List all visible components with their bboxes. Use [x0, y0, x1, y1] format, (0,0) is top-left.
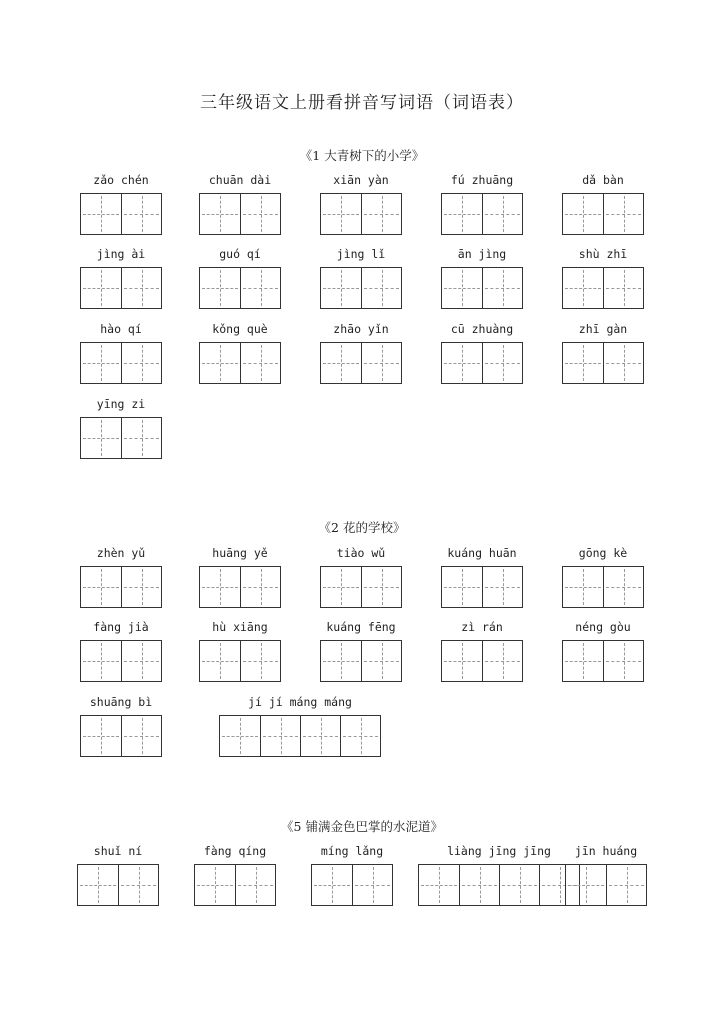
tianzige-cell[interactable]	[563, 268, 603, 308]
tianzige-cell[interactable]	[240, 343, 280, 383]
writing-grid	[562, 342, 644, 384]
tianzige-cell[interactable]	[482, 641, 522, 681]
pinyin-label: shù zhī	[578, 247, 628, 261]
tianzige-cell[interactable]	[260, 716, 300, 756]
tianzige-cell[interactable]	[240, 268, 280, 308]
tianzige-cell[interactable]	[340, 716, 380, 756]
writing-grid	[219, 715, 381, 757]
word-item	[194, 843, 276, 906]
pinyin-label: néng gòu	[575, 620, 631, 634]
tianzige-cell[interactable]	[81, 418, 121, 458]
word-item	[562, 172, 644, 235]
tianzige-cell[interactable]	[482, 567, 522, 607]
tianzige-cell[interactable]	[300, 716, 340, 756]
word-item	[418, 843, 580, 906]
word-item	[441, 246, 523, 309]
tianzige-cell[interactable]	[200, 641, 240, 681]
writing-grid	[562, 267, 644, 309]
pinyin-label: shuāng bì	[89, 695, 153, 709]
pinyin-label: ān jìng	[457, 247, 507, 261]
tianzige-cell[interactable]	[603, 641, 643, 681]
pinyin-label: jìng lǐ	[336, 247, 386, 261]
page-title: 三年级语文上册看拼音写词语（词语表）	[200, 93, 524, 113]
tianzige-cell[interactable]	[121, 418, 161, 458]
pinyin-label: zì rán	[461, 620, 503, 634]
tianzige-cell[interactable]	[442, 343, 482, 383]
tianzige-cell[interactable]	[321, 567, 361, 607]
pinyin-label: fàng jià	[93, 620, 149, 634]
pinyin-label: fú zhuāng	[450, 173, 514, 187]
writing-grid	[80, 193, 162, 235]
tianzige-cell[interactable]	[200, 343, 240, 383]
tianzige-cell[interactable]	[442, 268, 482, 308]
word-item	[80, 694, 162, 757]
pinyin-label: tiào wǔ	[336, 546, 386, 560]
section-title-2: 《2 花的学校》	[318, 520, 406, 535]
writing-grid	[194, 864, 276, 906]
writing-grid	[441, 342, 523, 384]
tianzige-cell[interactable]	[361, 343, 401, 383]
pinyin-label: kǒng què	[212, 322, 268, 336]
tianzige-cell[interactable]	[81, 268, 121, 308]
pinyin-label: jí jí máng máng	[248, 695, 352, 709]
tianzige-cell[interactable]	[563, 343, 603, 383]
tianzige-cell[interactable]	[603, 567, 643, 607]
writing-grid	[562, 193, 644, 235]
tianzige-cell[interactable]	[121, 194, 161, 234]
word-item	[199, 321, 281, 384]
word-item	[441, 545, 523, 608]
tianzige-cell[interactable]	[482, 343, 522, 383]
word-item	[320, 545, 402, 608]
word-item	[80, 396, 162, 459]
tianzige-cell[interactable]	[603, 194, 643, 234]
pinyin-label: kuáng huān	[447, 546, 517, 560]
writing-grid	[565, 864, 647, 906]
writing-grid	[320, 342, 402, 384]
tianzige-cell[interactable]	[240, 641, 280, 681]
tianzige-cell[interactable]	[563, 567, 603, 607]
word-item	[80, 172, 162, 235]
pinyin-label: chuān dài	[208, 173, 272, 187]
word-item	[320, 246, 402, 309]
tianzige-cell[interactable]	[200, 268, 240, 308]
tianzige-cell[interactable]	[321, 343, 361, 383]
tianzige-cell[interactable]	[361, 268, 401, 308]
tianzige-cell[interactable]	[121, 641, 161, 681]
writing-grid	[80, 566, 162, 608]
writing-grid	[80, 640, 162, 682]
pinyin-label: zhī gàn	[578, 322, 628, 336]
writing-grid	[311, 864, 393, 906]
writing-grid	[320, 640, 402, 682]
writing-grid	[320, 267, 402, 309]
writing-grid	[562, 640, 644, 682]
tianzige-cell[interactable]	[235, 865, 275, 905]
word-item	[77, 843, 159, 906]
word-item	[562, 246, 644, 309]
pinyin-label: xiān yàn	[333, 173, 389, 187]
pinyin-label: hào qí	[100, 322, 142, 336]
writing-grid	[418, 864, 580, 906]
writing-grid	[80, 715, 162, 757]
word-item	[441, 172, 523, 235]
pinyin-label: zhāo yǐn	[333, 322, 389, 336]
tianzige-cell[interactable]	[195, 865, 235, 905]
tianzige-cell[interactable]	[499, 865, 539, 905]
tianzige-cell[interactable]	[563, 194, 603, 234]
tianzige-cell[interactable]	[566, 865, 606, 905]
tianzige-cell[interactable]	[352, 865, 392, 905]
tianzige-cell[interactable]	[606, 865, 646, 905]
tianzige-cell[interactable]	[361, 194, 401, 234]
section-title-1: 《1 大青树下的小学》	[299, 148, 425, 163]
word-item	[219, 694, 381, 757]
tianzige-cell[interactable]	[81, 194, 121, 234]
tianzige-cell[interactable]	[81, 343, 121, 383]
writing-grid	[80, 417, 162, 459]
writing-grid	[199, 193, 281, 235]
pinyin-label: hù xiāng	[212, 620, 268, 634]
pinyin-label: cū zhuàng	[450, 322, 514, 336]
writing-grid	[80, 342, 162, 384]
pinyin-label: shuǐ ní	[93, 844, 143, 858]
tianzige-cell[interactable]	[200, 567, 240, 607]
tianzige-cell[interactable]	[442, 641, 482, 681]
writing-grid	[199, 267, 281, 309]
writing-grid	[562, 566, 644, 608]
tianzige-cell[interactable]	[81, 641, 121, 681]
tianzige-cell[interactable]	[121, 268, 161, 308]
tianzige-cell[interactable]	[321, 194, 361, 234]
pinyin-label: zǎo chén	[93, 173, 149, 187]
word-item	[199, 172, 281, 235]
writing-grid	[441, 193, 523, 235]
pinyin-label: kuáng fēng	[326, 620, 396, 634]
writing-grid	[199, 566, 281, 608]
tianzige-cell[interactable]	[121, 716, 161, 756]
word-item	[562, 321, 644, 384]
word-item	[562, 545, 644, 608]
word-item	[320, 321, 402, 384]
word-item	[80, 619, 162, 682]
pinyin-label: míng lǎng	[320, 844, 384, 858]
pinyin-label: yīng zi	[96, 397, 146, 411]
word-item	[320, 619, 402, 682]
word-item	[80, 545, 162, 608]
tianzige-cell[interactable]	[482, 268, 522, 308]
word-item	[565, 843, 647, 906]
pinyin-label: jìng ài	[96, 247, 146, 261]
writing-grid	[320, 566, 402, 608]
word-item	[80, 246, 162, 309]
writing-grid	[441, 267, 523, 309]
writing-grid	[77, 864, 159, 906]
pinyin-label: zhèn yǔ	[96, 546, 146, 560]
word-item	[562, 619, 644, 682]
word-item	[199, 545, 281, 608]
pinyin-label: huāng yě	[212, 546, 268, 560]
tianzige-cell[interactable]	[563, 641, 603, 681]
writing-grid	[199, 342, 281, 384]
word-item	[199, 619, 281, 682]
word-item	[441, 619, 523, 682]
tianzige-cell[interactable]	[240, 567, 280, 607]
tianzige-cell[interactable]	[442, 567, 482, 607]
word-item	[320, 172, 402, 235]
tianzige-cell[interactable]	[118, 865, 158, 905]
tianzige-cell[interactable]	[220, 716, 260, 756]
tianzige-cell[interactable]	[312, 865, 352, 905]
section-title-5: 《5 铺满金色巴掌的水泥道》	[281, 819, 443, 834]
pinyin-label: liàng jīng jīng	[447, 844, 551, 858]
tianzige-cell[interactable]	[121, 567, 161, 607]
writing-grid	[320, 193, 402, 235]
word-item	[441, 321, 523, 384]
pinyin-label: jīn huáng	[574, 844, 638, 858]
pinyin-label: fàng qíng	[203, 844, 267, 858]
pinyin-label: guó qí	[219, 247, 261, 261]
tianzige-cell[interactable]	[321, 268, 361, 308]
writing-grid	[441, 640, 523, 682]
word-item	[311, 843, 393, 906]
pinyin-label: gōng kè	[578, 546, 628, 560]
tianzige-cell[interactable]	[81, 716, 121, 756]
tianzige-cell[interactable]	[361, 567, 401, 607]
writing-grid	[199, 640, 281, 682]
tianzige-cell[interactable]	[78, 865, 118, 905]
tianzige-cell[interactable]	[442, 194, 482, 234]
tianzige-cell[interactable]	[459, 865, 499, 905]
tianzige-cell[interactable]	[240, 194, 280, 234]
tianzige-cell[interactable]	[482, 194, 522, 234]
tianzige-cell[interactable]	[419, 865, 459, 905]
tianzige-cell[interactable]	[81, 567, 121, 607]
tianzige-cell[interactable]	[603, 268, 643, 308]
word-item	[199, 246, 281, 309]
writing-grid	[80, 267, 162, 309]
writing-grid	[441, 566, 523, 608]
tianzige-cell[interactable]	[603, 343, 643, 383]
tianzige-cell[interactable]	[321, 641, 361, 681]
tianzige-cell[interactable]	[361, 641, 401, 681]
tianzige-cell[interactable]	[200, 194, 240, 234]
pinyin-label: dǎ bàn	[582, 173, 624, 187]
tianzige-cell[interactable]	[121, 343, 161, 383]
word-item	[80, 321, 162, 384]
